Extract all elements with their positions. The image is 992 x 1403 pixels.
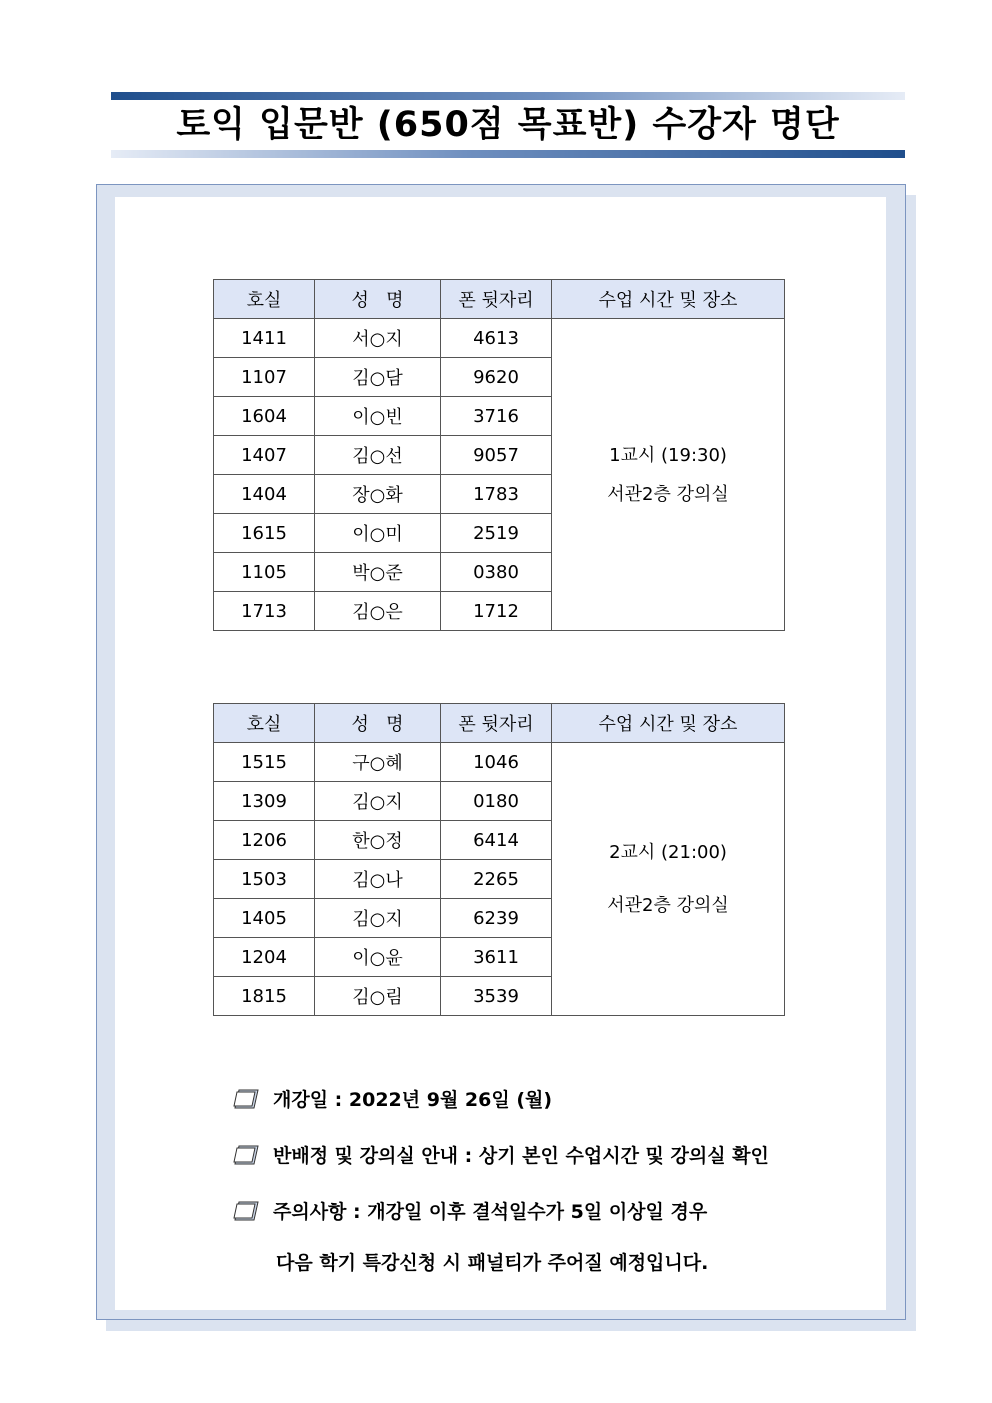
name-cell: 이○빈 <box>315 397 441 436</box>
name-cell: 김○지 <box>315 782 441 821</box>
phone-cell: 4613 <box>441 319 552 358</box>
note-text: 개강일 : 2022년 9월 26일 (월) <box>273 1089 553 1111</box>
name-cell: 김○림 <box>315 977 441 1016</box>
header-phone: 폰 뒷자리 <box>441 280 552 319</box>
table-row <box>214 743 785 782</box>
name-cell: 장○화 <box>315 475 441 514</box>
name-cell: 박○준 <box>315 553 441 592</box>
room-cell: 1105 <box>214 553 315 592</box>
header-name: 성 명 <box>315 704 441 743</box>
checkbox-bullet-icon <box>233 1201 259 1221</box>
phone-cell: 0180 <box>441 782 552 821</box>
room-cell: 1107 <box>214 358 315 397</box>
phone-cell: 9057 <box>441 436 552 475</box>
session-place: 서관2층 강의실 <box>607 895 729 916</box>
note-caution <box>233 1197 707 1227</box>
phone-cell: 6239 <box>441 899 552 938</box>
room-cell: 1206 <box>214 821 315 860</box>
room-cell: 1713 <box>214 592 315 631</box>
name-cell: 김○지 <box>315 899 441 938</box>
name-cell: 김○나 <box>315 860 441 899</box>
room-cell: 1405 <box>214 899 315 938</box>
phone-cell: 3716 <box>441 397 552 436</box>
name-cell: 이○윤 <box>315 938 441 977</box>
name-cell: 서○지 <box>315 319 441 358</box>
phone-cell: 2519 <box>441 514 552 553</box>
title-bottom-bar <box>111 150 905 158</box>
roster-table-session-2 <box>213 703 785 1016</box>
phone-cell: 3611 <box>441 938 552 977</box>
room-cell: 1515 <box>214 743 315 782</box>
phone-cell: 2265 <box>441 860 552 899</box>
phone-cell: 9620 <box>441 358 552 397</box>
session-time: 2교시 (21:00) <box>609 842 727 863</box>
checkbox-bullet-icon <box>233 1145 259 1165</box>
phone-cell: 1783 <box>441 475 552 514</box>
header-name: 성 명 <box>315 280 441 319</box>
header-phone: 폰 뒷자리 <box>441 704 552 743</box>
header-room: 호실 <box>214 280 315 319</box>
name-cell: 김○담 <box>315 358 441 397</box>
roster-table-session-1 <box>213 279 785 631</box>
title-top-bar <box>111 92 905 100</box>
header-room: 호실 <box>214 704 315 743</box>
header-time-place: 수업 시간 및 장소 <box>552 280 785 319</box>
room-cell: 1204 <box>214 938 315 977</box>
room-cell: 1815 <box>214 977 315 1016</box>
table-row <box>214 319 785 358</box>
name-cell: 김○은 <box>315 592 441 631</box>
table-header-row <box>214 280 785 319</box>
time-place-cell <box>552 743 785 1016</box>
note-opening-date <box>233 1085 552 1115</box>
room-cell: 1404 <box>214 475 315 514</box>
name-cell: 한○정 <box>315 821 441 860</box>
table-header-row <box>214 704 785 743</box>
header-time-place: 수업 시간 및 장소 <box>552 704 785 743</box>
note-text: 주의사항 : 개강일 이후 결석일수가 5일 이상일 경우 <box>273 1201 708 1223</box>
phone-cell: 0380 <box>441 553 552 592</box>
page-title: 토익 입문반 (650점 목표반) 수강자 명단 <box>176 105 840 145</box>
phone-cell: 6414 <box>441 821 552 860</box>
phone-cell: 3539 <box>441 977 552 1016</box>
name-cell: 김○선 <box>315 436 441 475</box>
phone-cell: 1712 <box>441 592 552 631</box>
room-cell: 1309 <box>214 782 315 821</box>
note-caution-continuation: 다음 학기 특강신청 시 패널티가 주어질 예정입니다. <box>276 1252 709 1274</box>
room-cell: 1503 <box>214 860 315 899</box>
room-cell: 1407 <box>214 436 315 475</box>
name-cell: 이○미 <box>315 514 441 553</box>
checkbox-bullet-icon <box>233 1089 259 1109</box>
session-place: 서관2층 강의실 <box>607 483 729 505</box>
name-cell: 구○혜 <box>315 743 441 782</box>
room-cell: 1411 <box>214 319 315 358</box>
phone-cell: 1046 <box>441 743 552 782</box>
note-text: 반배정 및 강의실 안내 : 상기 본인 수업시간 및 강의실 확인 <box>273 1145 769 1167</box>
note-class-assignment <box>233 1141 769 1171</box>
session-time: 1교시 (19:30) <box>609 444 727 466</box>
room-cell: 1615 <box>214 514 315 553</box>
time-place-cell <box>552 319 785 631</box>
room-cell: 1604 <box>214 397 315 436</box>
